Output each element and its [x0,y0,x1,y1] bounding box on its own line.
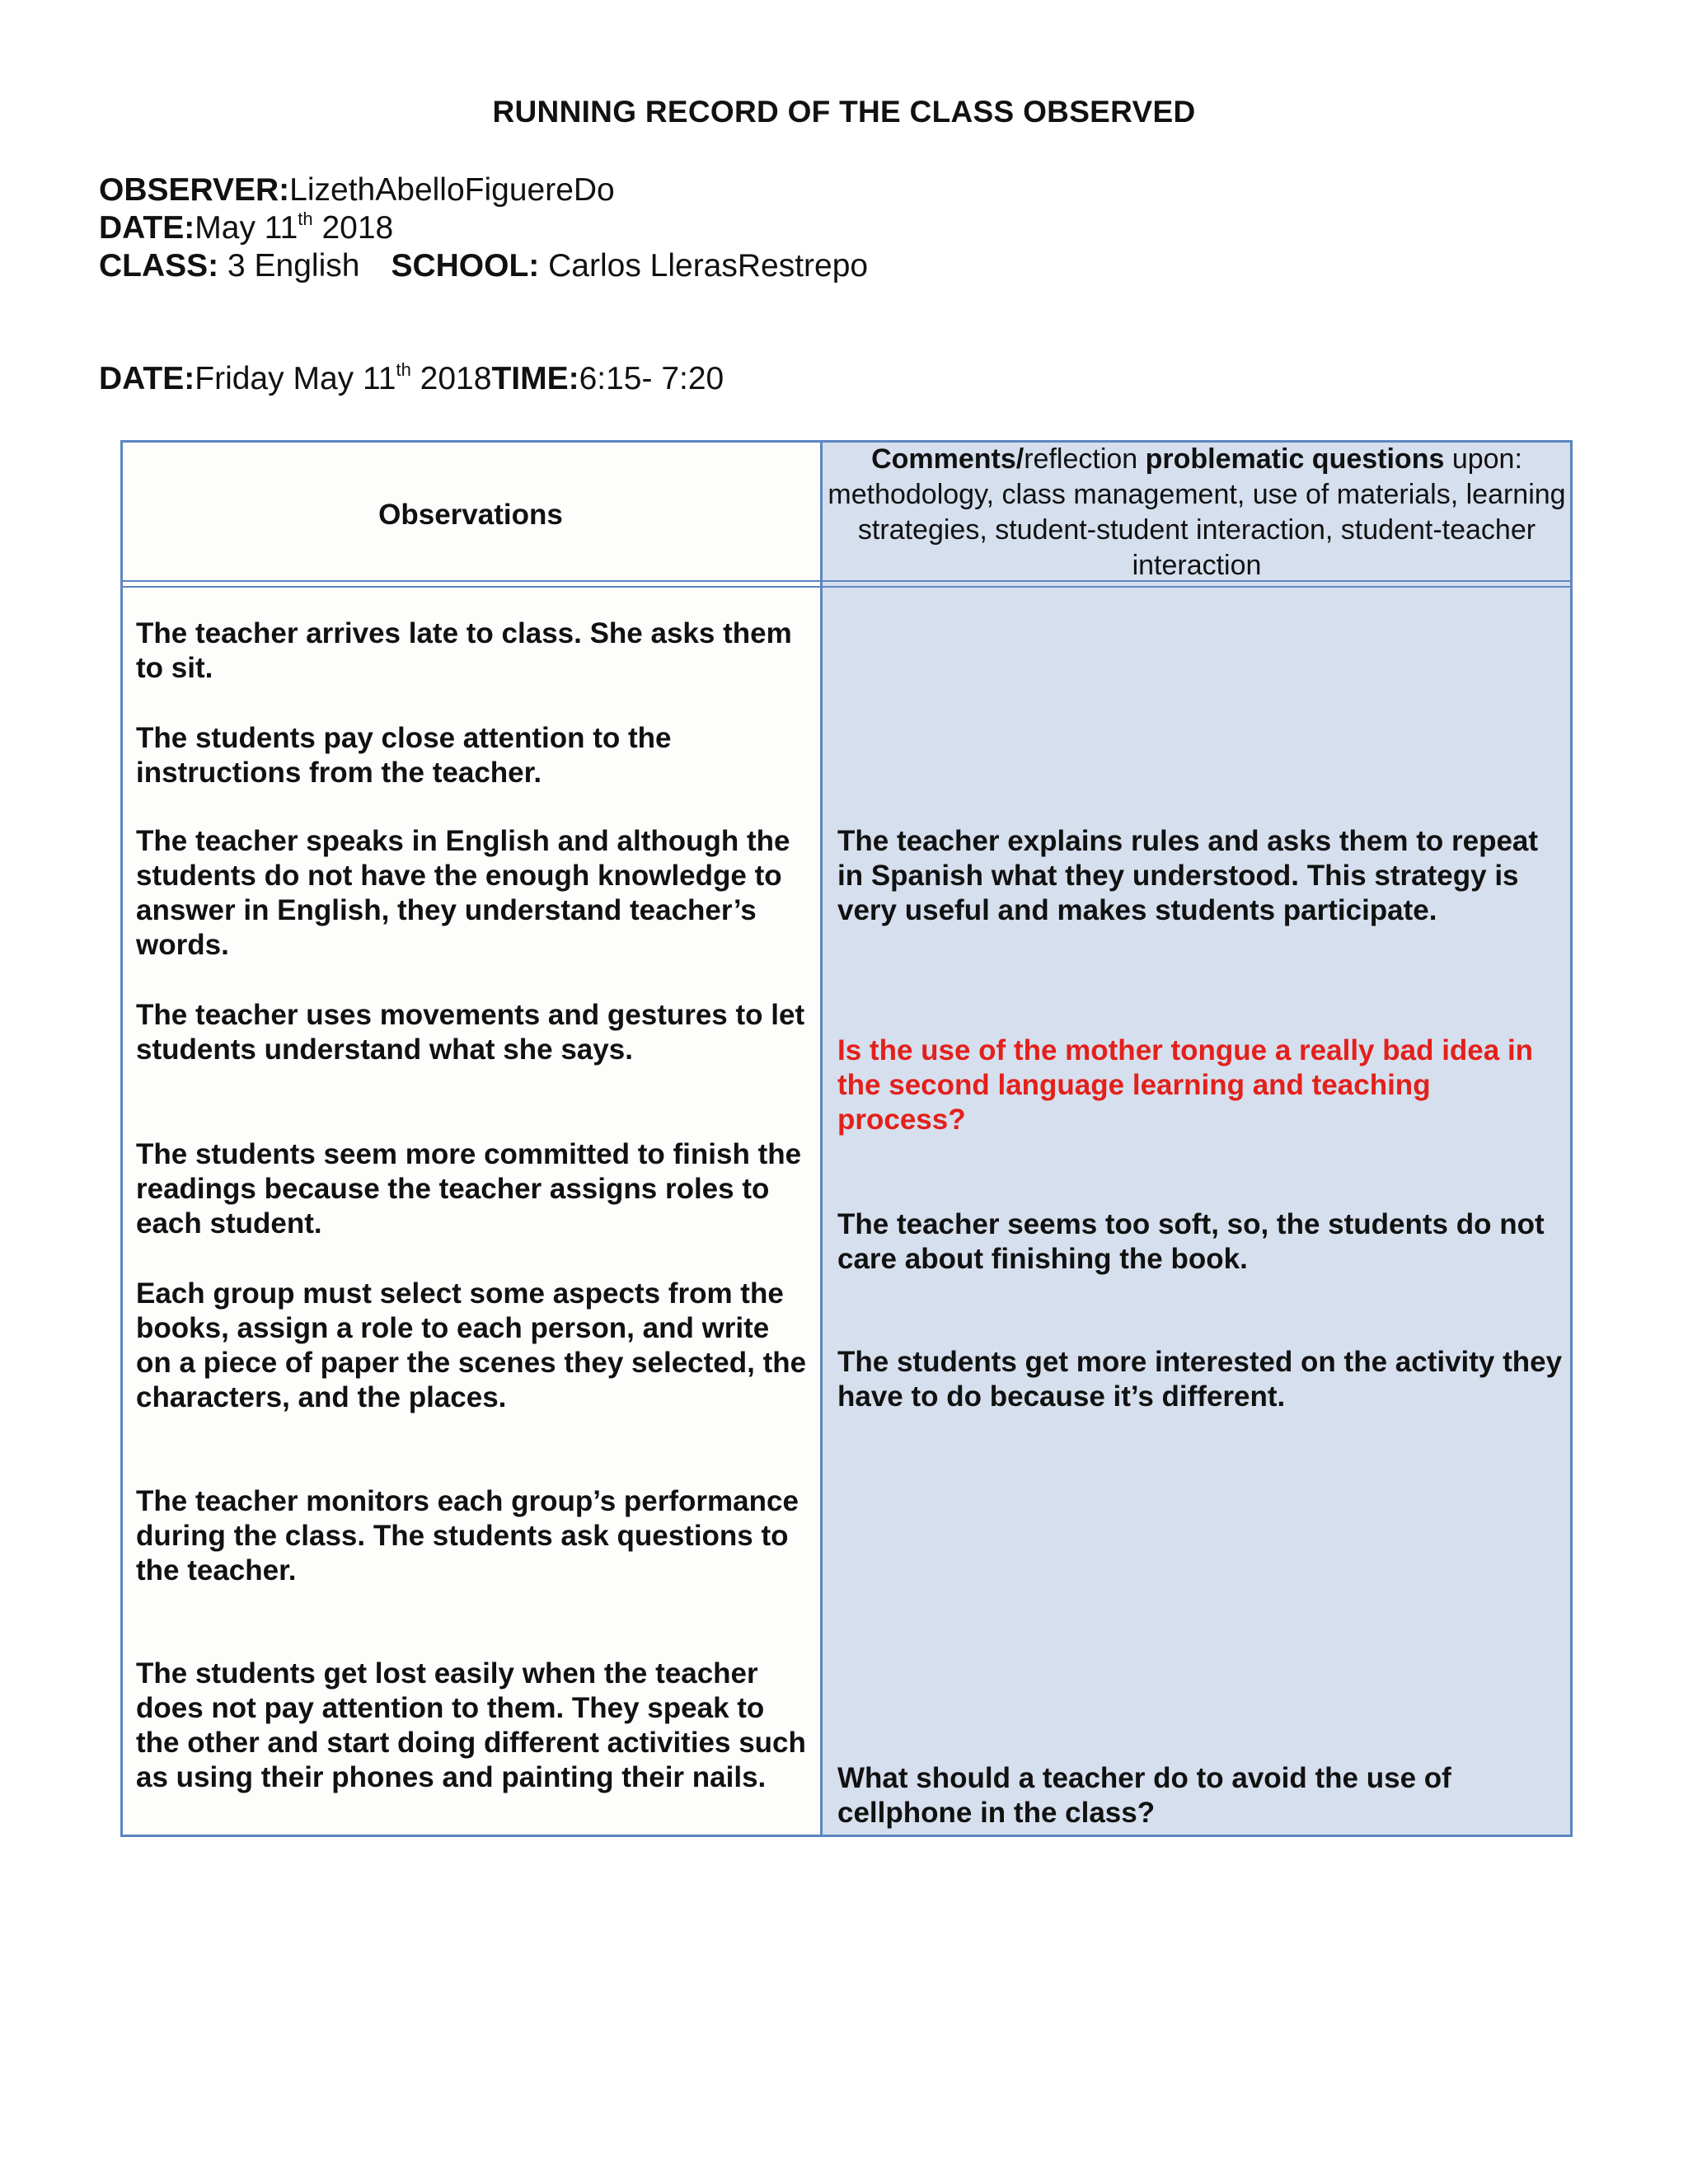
comment-3: The students get more interested on the activity they have to do because it’s different. [837,1346,1563,1413]
date-suffix: th [298,209,313,229]
observer-value: LizethAbelloFiguereDo [289,172,615,208]
comments-column-bg [823,442,1571,1835]
observation-5: The students seem more committed to finish the readings because the teacher assigns roles to each student. [136,1138,802,1240]
observation-8: The students get lost easily when the teacher does not pay attention to them. They speak to the other and start doing different activities such as using their phones and painting their nails. [136,1657,806,1793]
date-year: 2018 [312,210,394,246]
date2-year: 2018 [410,361,492,396]
comment-question-cellphone: What should a teacher do to avoid the use of cellphone in the class? [837,1762,1451,1829]
date2-label: DATE: [99,361,195,396]
date-value: May 11 [195,210,298,246]
comments-header-text: reflection [1024,443,1146,475]
comment-1: The teacher explains rules and asks them to repeat in Spanish what they understood. This strategy is very useful and makes students participate. [837,825,1539,926]
observation-4: The teacher uses movements and gestures to let students understand what she says. [136,999,805,1066]
observer-label: OBSERVER: [99,172,290,208]
school-value: Carlos LlerasRestrepo [539,248,869,284]
table-border-bottom [120,1835,1573,1837]
date2-suffix: th [396,359,411,380]
comment-question-red: Is the use of the mother tongue a really bad idea in the second language learning and teaching process? [837,1034,1534,1136]
date2-value: Friday May 11 [195,361,396,396]
observation-1: The teacher arrives late to class. She asks them to sit. [136,617,792,684]
comment-2: The teacher seems too soft, so, the students do not care about finishing the book. [837,1208,1545,1275]
school-label: SCHOOL: [391,248,540,284]
date-time-line [99,359,724,399]
comments-header-bold-2: problematic questions [1145,443,1445,475]
date-line [99,209,393,248]
class-value: 3 English [218,248,360,284]
table-border-left [120,440,123,1837]
time-value: 6:15- 7:20 [579,361,724,396]
comments-header-text-2: upon: methodology, class management, use of materials, learning strategies, student-student interaction, student-teacher interaction [828,443,1566,581]
comments-header-bold: Comments/ [871,443,1025,475]
date-label: DATE: [99,210,195,246]
page-title: RUNNING RECORD OF THE CLASS OBSERVED [492,95,1196,129]
observation-3: The teacher speaks in English and although the students do not have the enough knowledge to answer in English, they understand teacher’s words. [136,825,790,961]
table-border-right [1570,440,1573,1837]
class-label: CLASS: [99,248,219,284]
time-label: TIME: [491,361,579,396]
header-divider-2 [120,586,1573,588]
comments-header [824,442,1569,583]
table-column-divider [820,440,823,1837]
observations-header: Observations [378,499,563,531]
observer-line [99,171,615,210]
class-line [99,246,868,286]
observation-2: The students pay close attention to the instructions from the teacher. [136,722,672,789]
observation-6: Each group must select some aspects from the books, assign a role to each person, and write on a piece of paper the scenes they selected, the characters, and the places. [136,1277,807,1413]
observation-7: The teacher monitors each group’s performance during the class. The students ask questions to the teacher. [136,1485,799,1586]
